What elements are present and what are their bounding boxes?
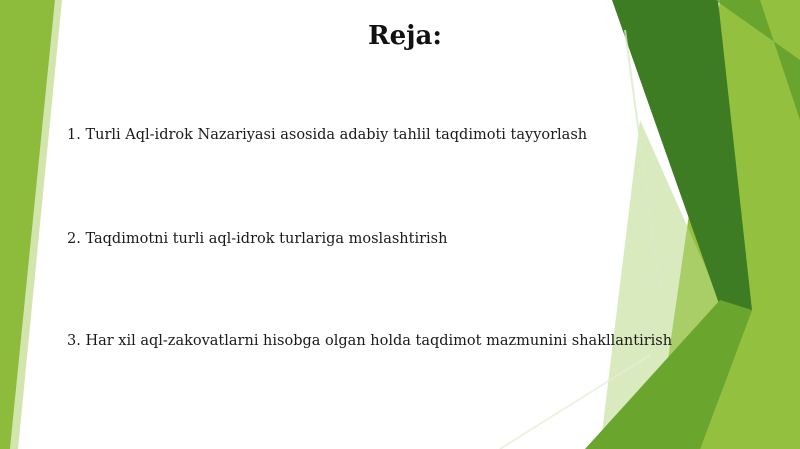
left-green-shape — [0, 0, 55, 449]
plan-item-3: 3. Har xil aql-zakovatlarni hisobga olgan holda taqdimot mazmunini shakllantirish — [67, 333, 673, 349]
slide-title: Reja: — [367, 21, 442, 51]
plan-item-2: 2. Taqdimotni turli aql-idrok turlariga moslashtirish — [67, 231, 448, 247]
plan-item-1: 1. Turli Aql-idrok Nazariyasi asosida adabiy tahlil taqdimoti tayyorlash — [67, 127, 588, 143]
